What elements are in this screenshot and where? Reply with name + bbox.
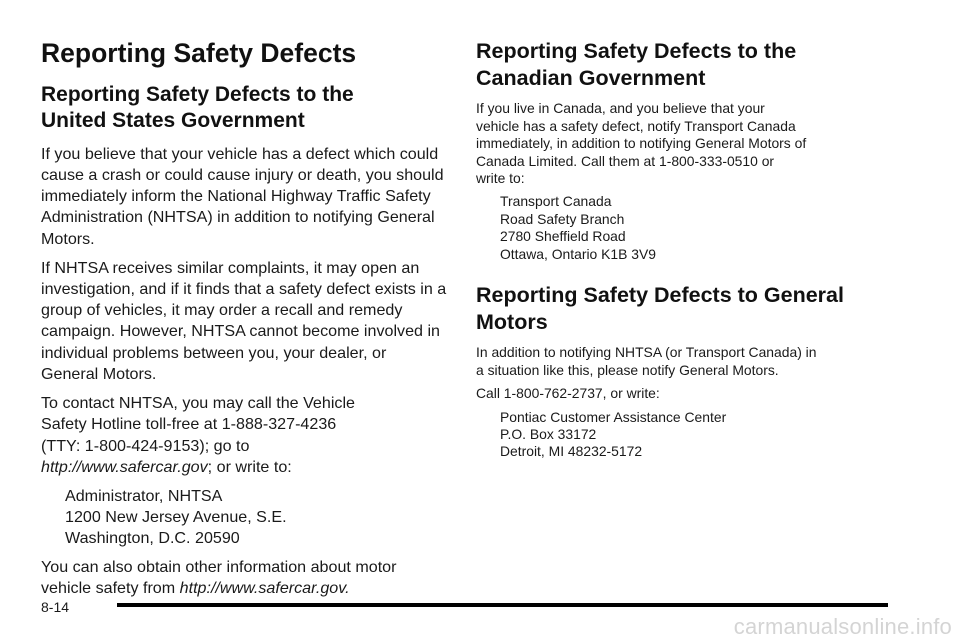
us-government-heading bbox=[41, 82, 447, 134]
us-p3-line3: (TTY: 1-800-424-9153); go to bbox=[41, 436, 250, 455]
gm-p2-line: In addition to notifying NHTSA (or Transport Canada) in bbox=[476, 344, 817, 361]
address-line: Pontiac Customer Assistance Center bbox=[500, 408, 727, 425]
general-motors-heading bbox=[476, 282, 888, 335]
safercar-link-2[interactable]: http://www.safercar.gov. bbox=[179, 579, 350, 598]
page-title: Reporting Safety Defects bbox=[41, 38, 357, 68]
address-line: Ottawa, Ontario K1B 3V9 bbox=[500, 245, 656, 262]
ca-p1-line: immediately, in addition to notifying General Motors of bbox=[476, 135, 807, 152]
us-p3-line1: To contact NHTSA, you may call the Vehicle bbox=[41, 394, 355, 413]
ca-heading-line1: Reporting Safety Defects to the bbox=[476, 39, 797, 63]
gm-p2-line: a situation like this, please notify General Motors. bbox=[476, 361, 779, 378]
canada-government-heading bbox=[476, 38, 888, 91]
ca-p1-line: vehicle has a safety defect, notify Transport Canada bbox=[476, 117, 796, 134]
gm-address bbox=[500, 409, 888, 461]
us-paragraph-1: If you believe that your vehicle has a defect which could cause a crash or could cause injury or death, you should immediately inform the National Highway Traffic Safety Administration (NHTSA) in addition to notifying General Motors. bbox=[41, 144, 444, 248]
ca-p1-line: If you live in Canada, and you believe that your bbox=[476, 100, 765, 117]
us-heading-line1: Reporting Safety Defects to the bbox=[41, 82, 354, 106]
us-paragraph-4 bbox=[41, 557, 447, 599]
address-line: P.O. Box 33172 bbox=[500, 425, 597, 442]
us-p3-tail: ; or write to: bbox=[207, 457, 292, 476]
us-p4-text: You can also obtain other information about motor vehicle safety from bbox=[41, 557, 397, 598]
left-column bbox=[41, 38, 447, 607]
gm-paragraph-2: Call 1-800-762-2737, or write: bbox=[476, 385, 660, 402]
ca-p1-line: write to: bbox=[476, 169, 525, 186]
page-number: 8-14 bbox=[41, 599, 70, 615]
right-column bbox=[476, 38, 888, 469]
ca-heading-line2: Canadian Government bbox=[476, 65, 706, 90]
us-p3-line2: Safety Hotline toll-free at 1-888-327-4236 bbox=[41, 415, 337, 434]
gm-heading-line1: Reporting Safety Defects to General bbox=[476, 282, 844, 307]
transport-canada-address bbox=[500, 193, 888, 263]
us-heading-line2: United States Government bbox=[41, 108, 305, 132]
safercar-link[interactable]: http://www.safercar.gov bbox=[41, 457, 208, 476]
address-line: Road Safety Branch bbox=[500, 210, 625, 227]
canada-paragraph-1 bbox=[476, 100, 888, 187]
address-line: Transport Canada bbox=[500, 193, 612, 210]
us-paragraph-2: If NHTSA receives similar complaints, it may open an investigation, and if it finds that a safety defect exists in a group of vehicles, it may order a recall and remedy campaign. However, NHTSA cannot become involved in individual problems between you, your dealer, or General Motors. bbox=[41, 258, 447, 383]
gm-heading-line2: Motors bbox=[476, 309, 548, 334]
address-line: Administrator, NHTSA bbox=[65, 486, 223, 505]
address-line: 1200 New Jersey Avenue, S.E. bbox=[65, 507, 287, 526]
us-paragraph-3 bbox=[41, 393, 447, 478]
watermark: carmanualsonline.info bbox=[733, 614, 952, 639]
nhtsa-address bbox=[65, 486, 447, 549]
address-line: Detroit, MI 48232-5172 bbox=[500, 443, 643, 460]
address-line: 2780 Sheffield Road bbox=[500, 228, 626, 245]
gm-paragraph-1 bbox=[476, 344, 888, 379]
address-line: Washington, D.C. 20590 bbox=[65, 528, 240, 547]
ca-p1-line: Canada Limited. Call them at 1-800-333-0510 or bbox=[476, 152, 775, 169]
footer-rule bbox=[117, 603, 888, 607]
